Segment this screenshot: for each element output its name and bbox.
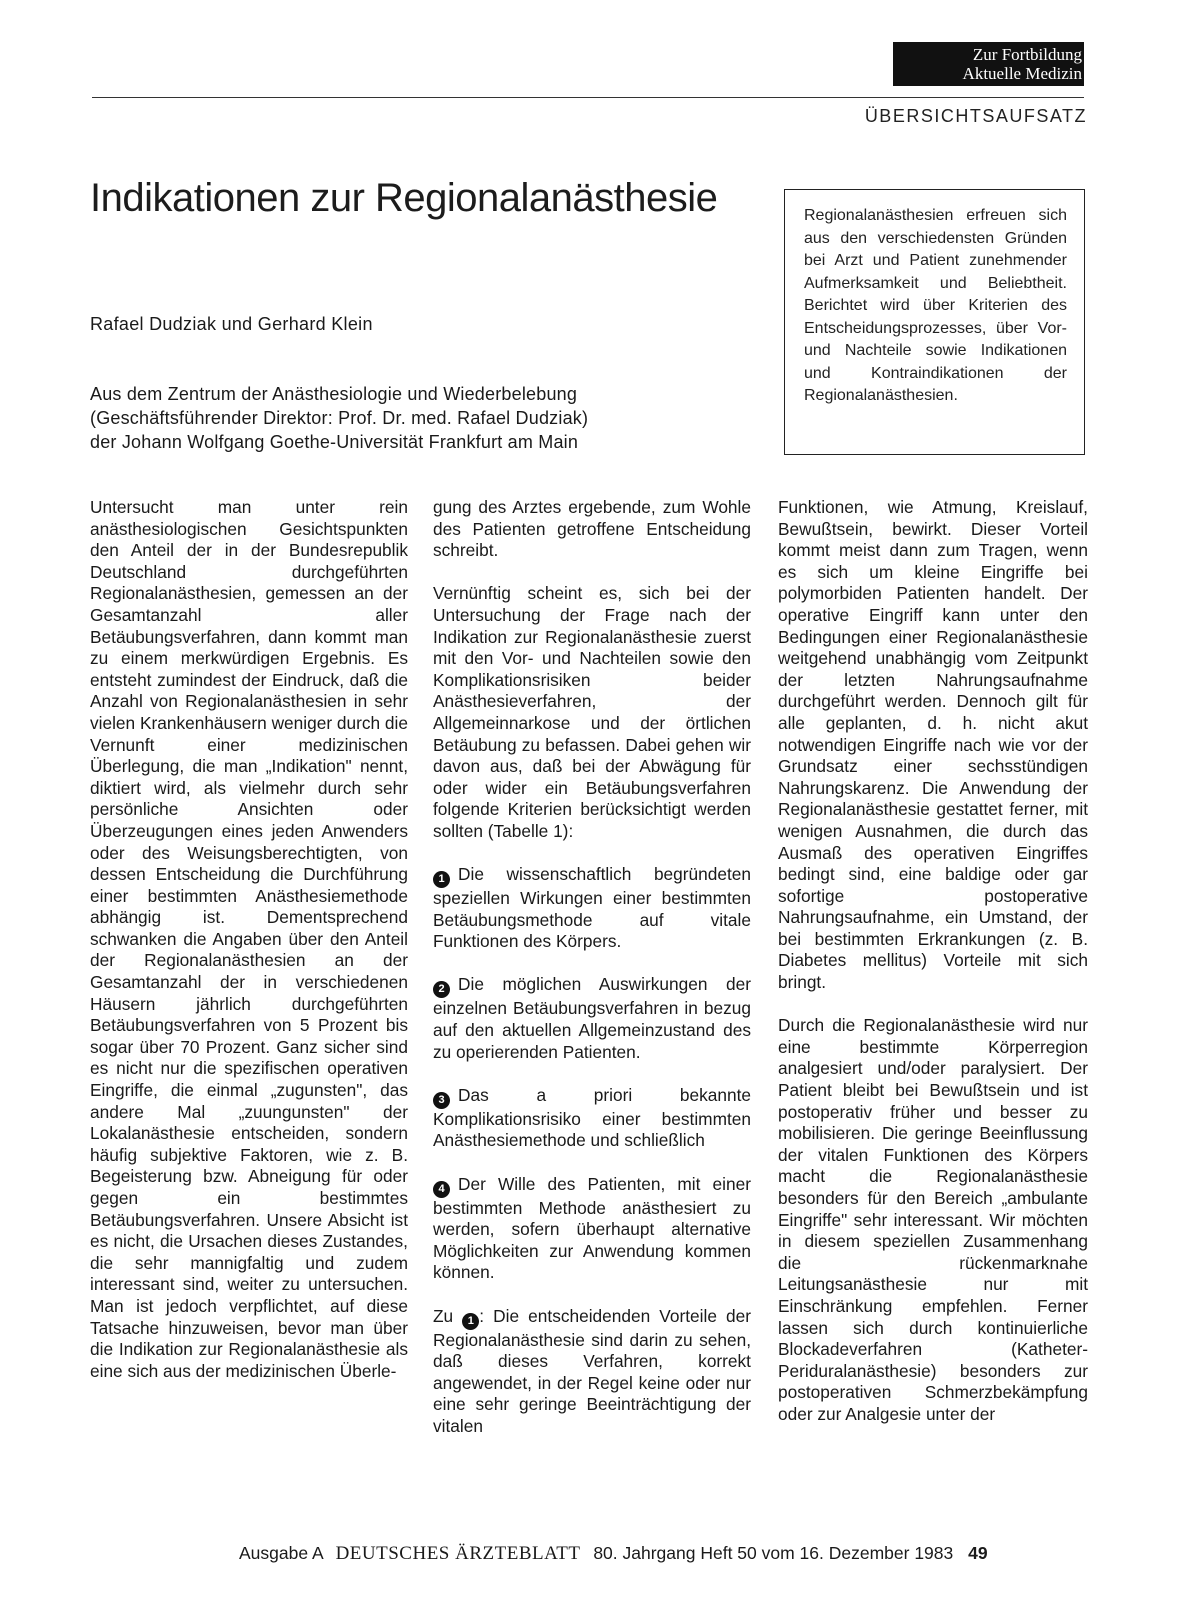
list-item-text: Die wissenschaftlich begründeten speziellen Wirkungen einer bestimmten Betäubungsmethode auf vitale Funktionen des Körpers. <box>433 864 751 952</box>
number-badge-icon: 3 <box>433 1092 450 1109</box>
paragraph: Untersucht man unter rein anästhesiologischen Gesichtspunkten den Anteil der in der Bundesrepublik Deutschland durchgeführten Regionalanästhesien, gemessen an der Gesamtanzahl aller Betäubungsverfahren, dann kommt man zu einem merkwürdigen Ergebnis. Es entsteht zumindest der Eindruck, daß die Anzahl von Regionalanästhesien in sehr vielen Krankenhäusern weniger durch die Vernunft einer medizinischen Überlegung, die man „Indikation" nennt, diktiert wird, als vielmehr durch sehr persönliche Ansichten oder Überzeugungen eines jeden Anwenders oder des Weisungsberechtigten, von dessen Entscheidung die Durchführung einer bestimmten Anästhesiemethode abhängig ist. Dementsprechend schwanken die Angaben über den Anteil der Regionalanästhesien an der Gesamtanzahl der in verschiedenen Häusern jährlich durchgeführten Betäubungsverfahren von 5 Prozent bis sogar über 70 Prozent. Ganz sicher sind es nicht nur die spezifischen operativen Eingriffe, die einmal „zugunsten", das andere Mal „zuungunsten" der Lokalanästhesie entscheiden, sondern häufig subjektive Faktoren, wie z. B. Begeisterung bzw. Abneigung für oder gegen ein bestimmtes Betäubungsverfahren. Unsere Absicht ist es nicht, die Ursachen dieses Zustandes, die sehr mannigfaltig und zudem interessant sind, weiter zu untersuchen. Man ist jedoch verpflichtet, auf diese Tatsache hinzuweisen, bevor man über die Indikation zur Regionalanästhesie als eine sich aus der medizinischen Überle- <box>90 497 408 1381</box>
article-type: ÜBERSICHTSAUFSATZ <box>864 106 1087 126</box>
paragraph <box>433 1306 751 1438</box>
zu-prefix: Zu <box>433 1305 454 1326</box>
paragraph: Vernünftig scheint es, sich bei der Untersuchung der Frage nach der Indikation zur Regionalanästhesie zuerst mit den Vor- und Nachteilen sowie den Komplikationsrisiken beider Anästhesieverfahren, der Allgemeinnarkose und der örtlichen Betäubung zu befassen. Dabei gehen wir davon aus, daß bei der Abwägung für oder wider ein Betäubungsverfahren folgende Kriterien berücksichtigt werden sollten (Tabelle 1): <box>433 583 751 841</box>
header-divider <box>92 97 1084 98</box>
body-column-3 <box>778 497 1088 1447</box>
abstract-box <box>784 189 1085 455</box>
section-tag-line1: Zur Fortbildung <box>972 45 1082 64</box>
footer-journal: DEUTSCHES ÄRZTEBLATT <box>335 1543 581 1564</box>
affiliation-line: der Johann Wolfgang Goethe-Universität Frankfurt am Main <box>90 432 579 452</box>
body-column-2 <box>433 497 751 1459</box>
article-title: Indikationen zur Regionalanästhesie <box>90 176 718 220</box>
article-affiliation <box>90 382 588 454</box>
number-badge-icon: 1 <box>462 1313 479 1330</box>
abstract-text: Regionalanästhesien erfreuen sich aus den verschiedensten Gründen bei Arzt und Patient zunehmender Aufmerksamkeit und Beliebtheit. Berichtet wird über Kriterien des Entscheidungsprozesses, über Vor- und Nachteile sowie Indikationen und Kontraindikationen der Regionalanästhesien. <box>804 207 1067 404</box>
list-item-text: Die möglichen Auswirkungen der einzelnen Betäubungsverfahren in bezug auf den aktuellen Allgemeinzustand des zu operierenden Patienten. <box>433 974 751 1062</box>
footer-issue: 80. Jahrgang Heft 50 vom 16. Dezember 1983 <box>593 1543 954 1563</box>
section-tag-line2: Aktuelle Medizin <box>962 64 1082 83</box>
paragraph: gung des Arztes ergebende, zum Wohle des Patienten getroffene Entscheidung schreibt. <box>433 497 751 561</box>
footer-edition: Ausgabe A <box>239 1543 323 1563</box>
list-item <box>433 864 751 953</box>
number-badge-icon: 2 <box>433 981 450 998</box>
paragraph: Durch die Regionalanästhesie wird nur eine bestimmte Körperregion analgesiert und/oder paralysiert. Der Patient bleibt bei Bewußtsein und ist postoperativ früher und besser zu mobilisieren. Die geringe Beeinflussung der vitalen Funktionen des Körpers macht die Regionalanästhesie besonders für den Bereich „ambulante Eingriffe" sehr interessant. Wir möchten in diesem speziellen Zusammenhang die rückenmarknahe Leitungsanästhesie nur mit Einschränkung empfehlen. Ferner lassen sich durch kontinuierliche Blockadeverfahren (Katheter-Periduralanästhesie) besonders zur postoperativen Schmerzbekämpfung oder zur Analgesie unter der <box>778 1015 1088 1424</box>
article-authors: Rafael Dudziak und Gerhard Klein <box>90 314 373 334</box>
list-item <box>433 1085 751 1152</box>
list-item <box>433 1174 751 1284</box>
list-item-text: Das a priori bekannte Komplikationsrisiko einer bestimmten Anästhesiemethode und schließlich <box>433 1084 751 1151</box>
affiliation-line: Aus dem Zentrum der Anästhesiologie und Wiederbelebung <box>90 384 578 404</box>
paragraph: Funktionen, wie Atmung, Kreislauf, Bewußtsein, bewirkt. Dieser Vorteil kommt meist dann zum Tragen, wenn es sich um kleine Eingriffe bei polymorbiden Patienten handelt. Der operative Eingriff kann unter den Bedingungen einer Regionalanästhesie weitgehend unabhängig vom Zeitpunkt der letzten Nahrungsaufnahme durchgeführt werden. Dennoch gilt für alle geplanten, d. h. nicht akut notwendigen Eingriffe nach wie vor der Grundsatz einer sechsstündigen Nahrungskarenz. Die Anwendung der Regionalanästhesie gestattet ferner, mit wenigen Ausnahmen, die durch das Ausmaß des operativen Eingriffes bedingt sind, eine baldige oder gar sofortige postoperative Nahrungsaufnahme, ein Umstand, der bei bestimmten Erkrankungen (z. B. Diabetes mellitus) Vorteile mit sich bringt. <box>778 497 1088 993</box>
page-number: 49 <box>968 1543 988 1563</box>
body-column-1 <box>90 497 408 1404</box>
affiliation-line: (Geschäftsführender Direktor: Prof. Dr. med. Rafael Dudziak) <box>90 408 589 428</box>
list-item <box>433 974 751 1063</box>
paragraph-text: : Die entscheidenden Vorteile der Regionalanästhesie sind darin zu sehen, daß dieses Verfahren, korrekt angewendet, in der Regel keine oder nur eine sehr geringe Beeinträchtigung der vitalen <box>433 1305 751 1436</box>
page-footer <box>239 1543 988 1565</box>
list-item-text: Der Wille des Patienten, mit einer bestimmten Methode anästhesiert zu werden, sofern überhaupt alternative Möglichkeiten zur Anwendung kommen können. <box>433 1173 751 1283</box>
section-tag <box>893 42 1084 86</box>
number-badge-icon: 4 <box>433 1181 450 1198</box>
number-badge-icon: 1 <box>433 871 450 888</box>
